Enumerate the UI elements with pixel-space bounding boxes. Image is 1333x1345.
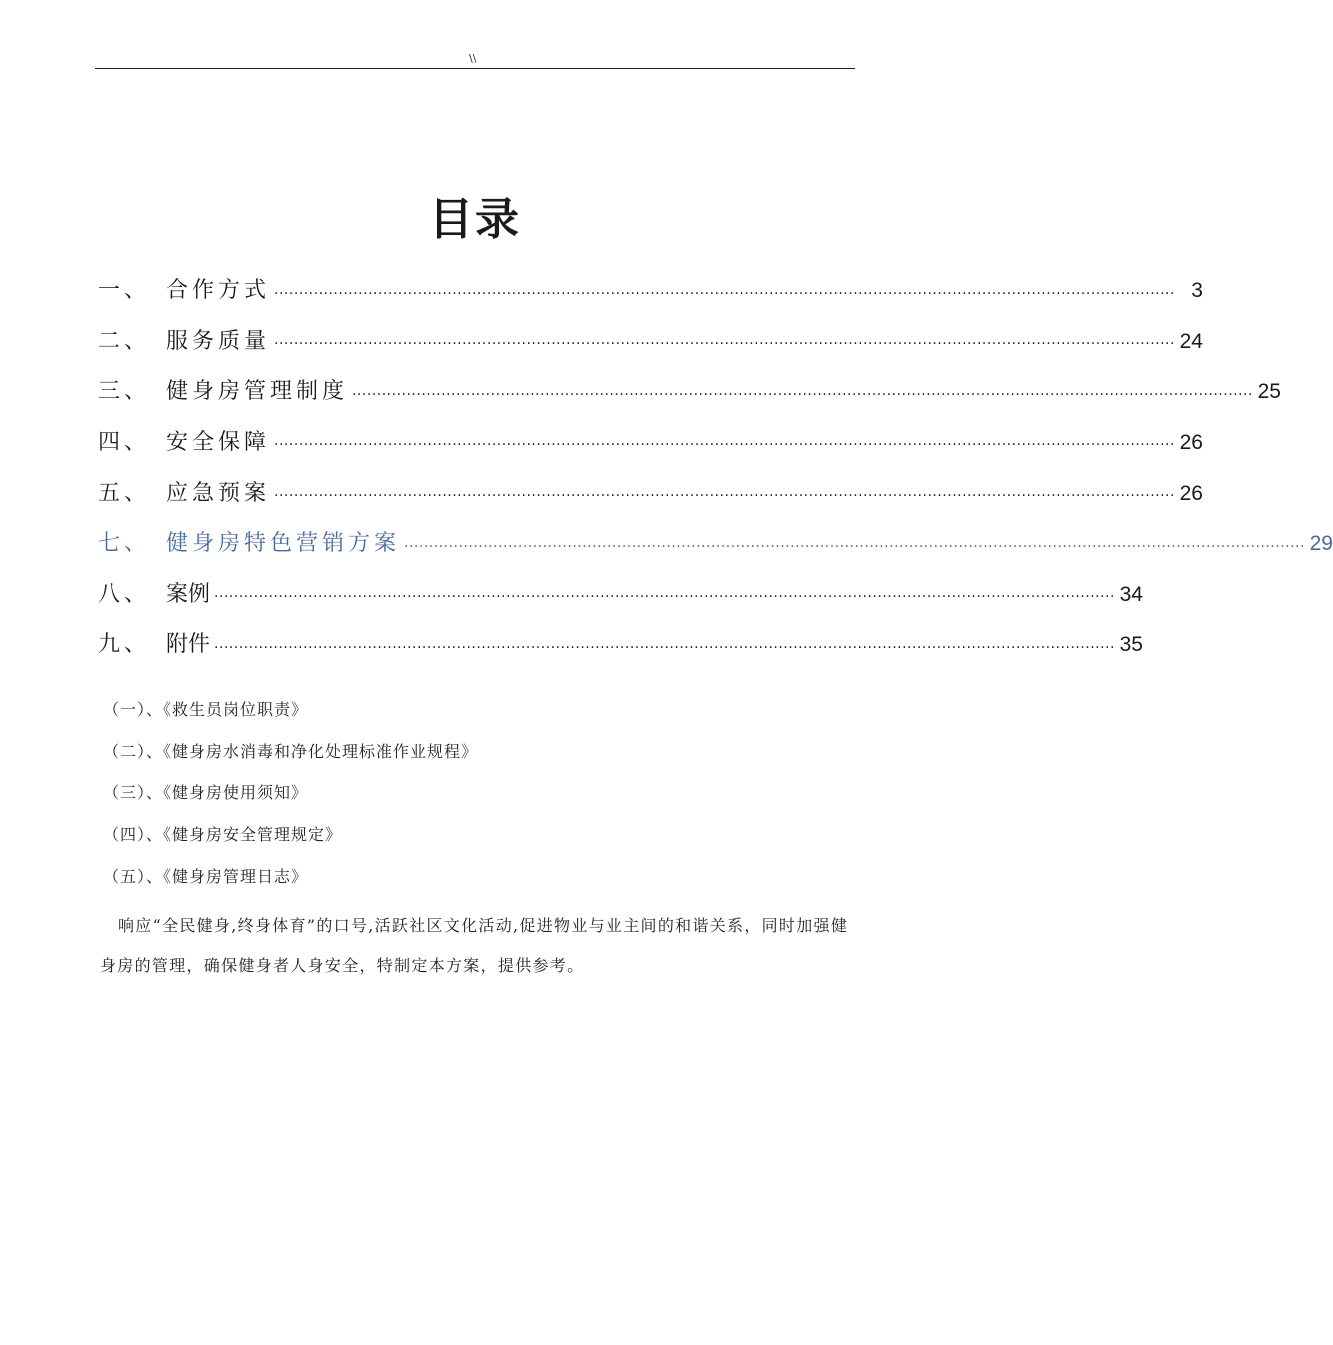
annex-item: （四）、《健身房安全管理规定》 <box>103 825 343 845</box>
toc-label: 安全保障 <box>166 430 271 456</box>
toc-entry-6[interactable] <box>98 519 1333 570</box>
toc-number: 五、 <box>98 480 151 506</box>
toc-number: 八、 <box>98 581 151 607</box>
toc-leader-dots: ...................................................................................................................................................................................... <box>404 534 1305 551</box>
toc-leader-dots: ...................................................................................................................................................................................... <box>214 635 1115 652</box>
toc-entry-4[interactable] <box>98 418 1203 469</box>
annex-item: （一）、《救生员岗位职责》 <box>103 700 309 719</box>
toc-label: 应急预案 <box>166 480 271 506</box>
toc-page-number: 35 <box>1119 633 1143 657</box>
toc-number: 七、 <box>98 531 151 557</box>
toc-leader-dots: ...................................................................................................................................................................................... <box>274 332 1175 349</box>
toc-page-number: 26 <box>1179 431 1203 455</box>
toc-label: 附件 <box>166 632 211 658</box>
toc-leader-dots: ...................................................................................................................................................................................... <box>352 382 1253 399</box>
toc-page-number: 34 <box>1119 582 1143 606</box>
toc-label: 服务质量 <box>166 328 271 354</box>
header-rule <box>95 68 855 69</box>
page-title: 目录 <box>429 194 521 245</box>
annex-item: （二）、《健身房水消毒和净化处理标准作业规程》 <box>103 741 479 761</box>
toc-number: 二、 <box>98 328 151 354</box>
annex-list <box>103 696 863 904</box>
toc-leader-dots: ...................................................................................................................................................................................... <box>274 483 1175 500</box>
intro-paragraph: 响应“全民健身,终身体育”的口号,活跃社区文化活动,促进物业与业主间的和谐关系，同时加强健身房的管理，确保健身者人身安全，特制定本方案，提供参考。 <box>100 916 849 975</box>
toc-page-number: 3 <box>1191 279 1203 303</box>
toc-page-number: 26 <box>1179 481 1203 505</box>
toc-leader-dots: ...................................................................................................................................................................................... <box>274 281 1175 298</box>
toc-entry-2[interactable] <box>98 317 1203 368</box>
table-of-contents <box>98 266 1333 671</box>
toc-number: 三、 <box>98 379 151 405</box>
toc-entry-3[interactable] <box>98 367 1281 418</box>
annex-item: （三）、《健身房使用须知》 <box>103 783 309 803</box>
toc-number: 九、 <box>98 632 151 658</box>
toc-label: 健身房特色营销方案 <box>166 531 401 557</box>
toc-entry-7[interactable] <box>98 570 1143 621</box>
toc-entry-8[interactable] <box>98 620 1143 671</box>
toc-leader-dots: ...................................................................................................................................................................................... <box>274 433 1175 450</box>
toc-label: 合作方式 <box>166 278 271 304</box>
toc-entry-5[interactable] <box>98 468 1203 519</box>
toc-number: 一、 <box>98 278 151 304</box>
toc-label: 案例 <box>166 581 211 607</box>
header-mark: \\ <box>469 52 477 65</box>
toc-page-number: 25 <box>1257 380 1281 404</box>
toc-page-number: 29 <box>1309 532 1333 556</box>
toc-entry-1[interactable] <box>98 266 1203 317</box>
toc-number: 四、 <box>98 430 151 456</box>
toc-page-number: 24 <box>1179 329 1203 353</box>
toc-label: 健身房管理制度 <box>166 379 349 405</box>
annex-item: （五）、《健身房管理日志》 <box>103 866 309 886</box>
toc-leader-dots: ...................................................................................................................................................................................... <box>214 585 1115 602</box>
